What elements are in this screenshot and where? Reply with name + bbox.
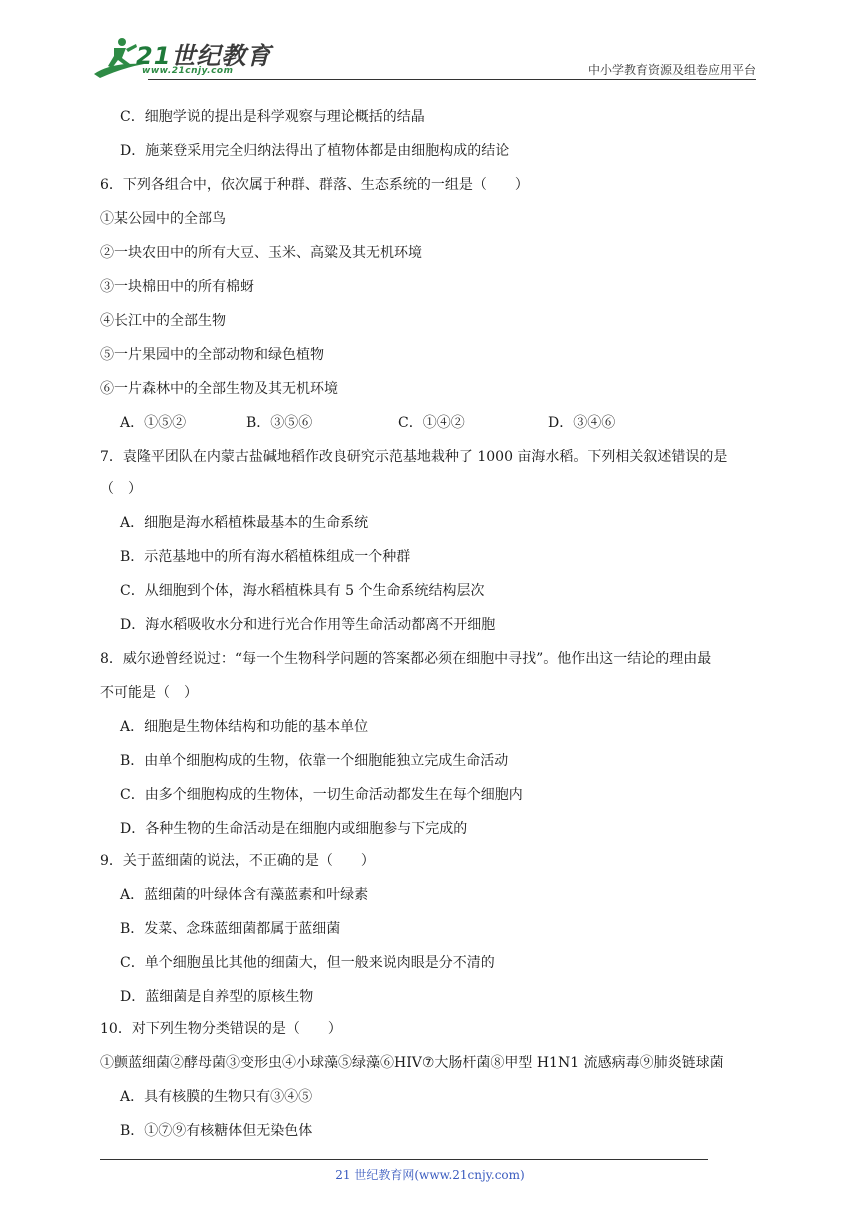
text-line: ①颤蓝细菌②酵母菌③变形虫④小球藻⑤绿藻⑥HIV⑦大肠杆菌⑧甲型 H1N1 流感病毒⑨肺炎链球菌: [100, 1055, 724, 1071]
text-line: C．从细胞到个体，海水稻植株具有 5 个生命系统结构层次: [120, 583, 485, 599]
text-line: D．蓝细菌是自养型的原核生物: [120, 989, 314, 1005]
q6-option-a: A．①⑤②: [120, 415, 187, 431]
platform-label: 中小学教育资源及组卷应用平台: [587, 63, 756, 77]
page-footer: 21 世纪教育网(www.21cnjy.com): [335, 1168, 525, 1182]
text-line: （ ）: [100, 481, 142, 497]
q6-option-b: B．③⑤⑥: [246, 415, 313, 431]
text-line: 不可能是（ ）: [100, 685, 198, 701]
site-logo[interactable]: [92, 34, 272, 82]
text-line: C．由多个细胞构成的生物体，一切生命活动都发生在每个细胞内: [120, 787, 523, 803]
text-line: B．由单个细胞构成的生物，依靠一个细胞能独立完成生命活动: [120, 753, 509, 769]
text-line: ⑥一片森林中的全部生物及其无机环境: [100, 381, 338, 397]
text-line: 7．袁隆平团队在内蒙古盐碱地稻作改良研究示范基地栽种了 1000 亩海水稻。下列相关叙述错误的是: [100, 449, 728, 465]
text-line: ①某公园中的全部鸟: [100, 211, 226, 227]
page-header: [0, 0, 860, 86]
footer-divider: [100, 1159, 708, 1160]
text-line: A．细胞是生物体结构和功能的基本单位: [120, 719, 369, 735]
q6-option-d: D．③④⑥: [548, 415, 616, 431]
text-line: A．蓝细菌的叶绿体含有藻蓝素和叶绿素: [120, 887, 369, 903]
text-line: ⑤一片果园中的全部动物和绿色植物: [100, 347, 324, 363]
text-line: C．细胞学说的提出是科学观察与理论概括的结晶: [120, 109, 425, 125]
text-line: D．施莱登采用完全归纳法得出了植物体都是由细胞构成的结论: [120, 143, 510, 159]
logo-url: www.21cnjy.com: [142, 66, 234, 76]
q6-option-c: C．①④②: [398, 415, 465, 431]
text-line: D．各种生物的生命活动是在细胞内或细胞参与下完成的: [120, 821, 468, 837]
text-line: 6．下列各组合中，依次属于种群、群落、生态系统的一组是（ ）: [100, 177, 529, 193]
logo-wordmark: 21世纪教育: [136, 42, 272, 70]
text-line: D．海水稻吸收水分和进行光合作用等生命活动都离不开细胞: [120, 617, 496, 633]
text-line: B．发菜、念珠蓝细菌都属于蓝细菌: [120, 921, 341, 937]
text-line: 10．对下列生物分类错误的是（ ）: [100, 1021, 342, 1037]
header-divider: [148, 79, 756, 80]
text-line: C．单个细胞虽比其他的细菌大，但一般来说肉眼是分不清的: [120, 955, 495, 971]
text-line: B．①⑦⑨有核糖体但无染色体: [120, 1123, 313, 1139]
text-line: ②一块农田中的所有大豆、玉米、高粱及其无机环境: [100, 245, 422, 261]
text-line: 8．威尔逊曾经说过：“每一个生物科学问题的答案都必须在细胞中寻找”。他作出这一结论的理由最: [100, 651, 712, 667]
text-line: ④长江中的全部生物: [100, 313, 226, 329]
text-line: B．示范基地中的所有海水稻植株组成一个种群: [120, 549, 411, 565]
text-line: 9．关于蓝细菌的说法，不正确的是（ ）: [100, 853, 375, 869]
text-line: A．具有核膜的生物只有③④⑤: [120, 1089, 313, 1105]
text-line: ③一块棉田中的所有棉蚜: [100, 279, 254, 295]
text-line: A．细胞是海水稻植株最基本的生命系统: [120, 515, 369, 531]
